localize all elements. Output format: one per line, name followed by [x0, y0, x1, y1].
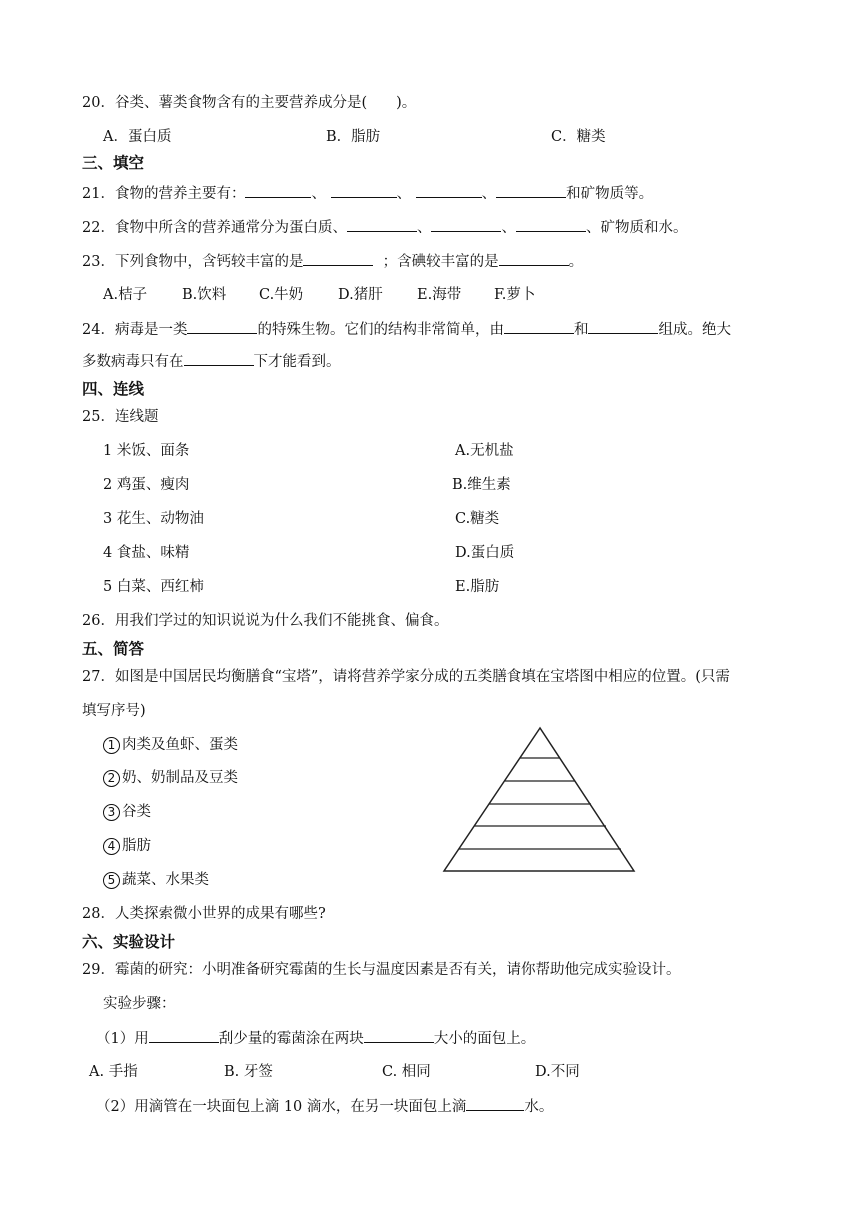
section-heading-fill-in: 三、填空	[82, 154, 145, 172]
q29-text: 刮少量的霉菌涂在两块	[218, 1031, 364, 1047]
q26-stem: 26．用我们学过的知识说说为什么我们不能挑食、偏食。	[82, 613, 449, 629]
q21	[82, 183, 653, 204]
pyramid-food-label: 谷类	[122, 804, 151, 820]
q29-step2	[96, 1096, 553, 1117]
q20-option-c: C．糖类	[551, 129, 606, 145]
q29-stem: 29．霉菌的研究：小明准备研究霉菌的生长与温度因素是否有关，请你帮助他完成实验设计。	[82, 962, 681, 978]
match-left-item[interactable]: 3 花生、动物油	[103, 511, 204, 527]
match-left-item[interactable]: 2 鸡蛋、瘦肉	[103, 477, 190, 493]
q24-line1	[82, 319, 731, 340]
section-heading-matching: 四、连线	[82, 380, 145, 398]
q22-sep: 、	[501, 220, 516, 236]
circled-number: 2	[103, 770, 120, 787]
match-right-item[interactable]: D.蛋白质	[455, 545, 515, 561]
answer-blank[interactable]	[499, 251, 569, 266]
q20-option-b: B．脂肪	[326, 129, 381, 145]
q29-step1	[96, 1028, 535, 1049]
answer-blank[interactable]	[416, 183, 482, 198]
answer-blank[interactable]	[184, 351, 254, 366]
circled-number: 4	[103, 838, 120, 855]
q24-line2	[82, 351, 341, 372]
section-heading-experiment: 六、实验设计	[82, 933, 176, 951]
match-left-item[interactable]: 1 米饭、面条	[103, 443, 190, 459]
q23-text: 23．下列食物中，含钙较丰富的是	[82, 254, 304, 270]
circled-number: 3	[103, 804, 120, 821]
q21-end: 和矿物质等。	[566, 186, 654, 202]
q29-option-b: B. 牙签	[224, 1064, 273, 1080]
q24-text: 下才能看到。	[253, 354, 341, 370]
match-right-item[interactable]: E.脂肪	[455, 579, 500, 595]
pyramid-food-item	[103, 735, 238, 755]
q23-option: B.饮料	[182, 287, 227, 303]
q29-option-c: C. 相同	[382, 1064, 431, 1080]
answer-blank[interactable]	[588, 319, 658, 334]
pyramid-food-label: 奶、奶制品及豆类	[122, 770, 238, 786]
q22	[82, 217, 687, 238]
answer-blank[interactable]	[431, 217, 501, 232]
q24-text: 多数病毒只有在	[82, 354, 184, 370]
q20-stem: 20．谷类、薯类食物含有的主要营养成分是( )。	[82, 95, 417, 111]
q23-text-b: ；含碘较丰富的是	[382, 254, 499, 270]
answer-blank[interactable]	[303, 251, 373, 266]
q21-sep: 、	[396, 186, 412, 202]
q29-text: 水。	[524, 1099, 554, 1115]
q20-option-a: A．蛋白质	[103, 129, 172, 145]
answer-blank[interactable]	[187, 319, 257, 334]
q29-text: （2）用滴管在一块面包上滴 10 滴水，在另一块面包上滴	[96, 1099, 467, 1115]
circled-number: 5	[103, 872, 120, 889]
answer-blank[interactable]	[516, 217, 586, 232]
q23	[82, 251, 583, 272]
q23-option: E.海带	[417, 287, 462, 303]
q22-end: 、矿物质和水。	[585, 220, 688, 236]
q21-sep: 、	[481, 186, 497, 202]
answer-blank[interactable]	[245, 183, 311, 198]
match-left-item[interactable]: 5 白菜、西红柿	[103, 579, 204, 595]
q22-text: 22．食物中所含的营养通常分为蛋白质、	[82, 220, 347, 236]
q24-text: 组成。绝大	[658, 322, 731, 338]
pyramid-food-item	[103, 870, 209, 890]
q21-sep: 、	[311, 186, 326, 202]
answer-blank[interactable]	[496, 183, 566, 198]
q23-option: C.牛奶	[259, 287, 304, 303]
q27-stem-line2: 填写序号)	[82, 703, 146, 719]
match-right-item[interactable]: A.无机盐	[455, 443, 514, 459]
answer-blank[interactable]	[149, 1028, 219, 1043]
q21-text: 21．食物的营养主要有：	[82, 186, 246, 202]
q22-sep: 、	[416, 220, 432, 236]
q25-stem: 25．连线题	[82, 409, 159, 425]
q24-text: 和	[573, 322, 589, 338]
q28-stem: 28．人类探索微小世界的成果有哪些?	[82, 906, 326, 922]
q27-stem-line1: 27．如图是中国居民均衡膳食“宝塔”，请将营养学家分成的五类膳食填在宝塔图中相应的位置。(只需	[82, 669, 730, 685]
food-pyramid-diagram	[438, 718, 638, 878]
answer-blank[interactable]	[331, 183, 397, 198]
answer-blank[interactable]	[504, 319, 574, 334]
q29-option-d: D.不同	[535, 1064, 580, 1080]
q29-option-a: A. 手指	[89, 1064, 138, 1080]
match-right-item[interactable]: C.糖类	[455, 511, 500, 527]
pyramid-food-label: 肉类及鱼虾、蛋类	[122, 737, 238, 753]
answer-blank[interactable]	[347, 217, 417, 232]
q29-steps-label: 实验步骤：	[103, 996, 176, 1012]
q23-option: A.桔子	[103, 287, 148, 303]
q23-option: F.萝卜	[494, 287, 536, 303]
q23-end: 。	[568, 254, 584, 270]
pyramid-food-item	[103, 836, 151, 856]
q24-text: 24．病毒是一类	[82, 322, 188, 338]
q29-text: 大小的面包上。	[433, 1031, 536, 1047]
q29-text: （1）用	[96, 1031, 149, 1047]
match-right-item[interactable]: B.维生素	[452, 477, 511, 493]
pyramid-food-item	[103, 802, 151, 822]
pyramid-food-label: 脂肪	[122, 838, 151, 854]
pyramid-food-label: 蔬菜、水果类	[122, 872, 209, 888]
answer-blank[interactable]	[466, 1096, 524, 1111]
q24-text: 的特殊生物。它们的结构非常简单，由	[257, 322, 504, 338]
pyramid-food-item	[103, 768, 238, 788]
section-heading-short-answer: 五、简答	[82, 640, 145, 658]
answer-blank[interactable]	[364, 1028, 434, 1043]
q23-option: D.猪肝	[338, 287, 383, 303]
circled-number: 1	[103, 737, 120, 754]
match-left-item[interactable]: 4 食盐、味精	[103, 545, 190, 561]
